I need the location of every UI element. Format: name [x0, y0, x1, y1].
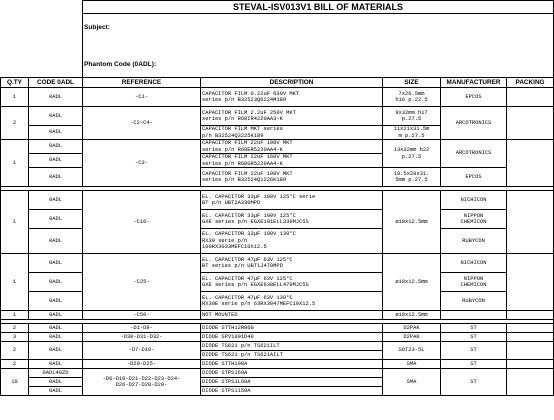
code-cell: 0ADL: [29, 154, 83, 168]
col-header-code: CODE 0ADL: [29, 78, 83, 88]
code-cell: 0ADL: [29, 324, 83, 333]
size-cell: ø10x12.5mm: [383, 311, 441, 320]
qty-cell: 3: [1, 333, 29, 342]
qty-cell: 2: [1, 342, 29, 360]
description-cell: DIODE STPS1L60A: [201, 378, 383, 387]
description-cell: CAPACITOR FILM 22uF 160V MKT series p/n R60GR5220AA4-K: [201, 154, 383, 168]
code-cell: 0ADL: [29, 311, 83, 320]
packing-cell: [507, 107, 554, 140]
code-cell: 0ADL: [29, 88, 83, 107]
col-header-description: DESCRIPTION: [201, 78, 383, 88]
table-row: [1, 88, 554, 107]
manufacturer-cell: ST: [441, 324, 507, 333]
manufacturer-cell: NIPPON CHEMICON: [441, 210, 507, 229]
manufacturer-cell: [441, 311, 507, 320]
manufacturer-cell: ARCOTRONICS: [441, 140, 507, 168]
code-cell: 0ADL: [29, 292, 83, 311]
description-cell: DIODE STPS1150A: [201, 387, 383, 396]
column-header-row: [1, 78, 554, 88]
manufacturer-cell: RUBYCON: [441, 229, 507, 254]
packing-cell: [507, 333, 554, 342]
manufacturer-cell: ST: [441, 342, 507, 360]
table-row: [1, 360, 554, 369]
description-cell: CAPACITOR FILM 2.2uF 250V MKT series p/n R60IR4220AA3-K: [201, 107, 383, 126]
manufacturer-cell: NIPPON CHEMICON: [441, 273, 507, 292]
size-cell: SMA: [383, 360, 441, 369]
size-cell: 7x26.5mm h16 p.22.5: [383, 88, 441, 107]
code-cell: 0ADL: [29, 191, 83, 210]
qty-cell: 2: [1, 324, 29, 333]
packing-cell: [507, 360, 554, 369]
subject-label: Subject:: [84, 24, 111, 31]
document-title: STEVAL-ISV013V1 BILL OF MATERIALS: [83, 1, 554, 14]
description-cell: DIODE TS621 p/n TS621AILT: [201, 351, 383, 360]
manufacturer-cell: NICHICON: [441, 254, 507, 273]
reference-cell: -D7-D19-: [83, 342, 201, 360]
description-cell: EL. CAPACITOR 47µF 63V 125°C BT series p/n UBT1J470MPD: [201, 254, 383, 273]
description-cell: DIODE SPV1001D40: [201, 333, 383, 342]
packing-cell: [507, 342, 554, 360]
code-cell: 0ADL: [29, 342, 83, 360]
packing-cell: [507, 88, 554, 107]
qty-cell: 1: [1, 140, 29, 187]
reference-cell: -D1-D9-: [83, 324, 201, 333]
size-cell: D2PAK: [383, 324, 441, 333]
header-blank: [1, 1, 83, 78]
manufacturer-cell: ST: [441, 369, 507, 396]
description-cell: EL. CAPACITOR 47µF 63V 125°C GXE series p/n EGXE630ELL470MJC5S: [201, 273, 383, 292]
size-cell: SOT23-5L: [383, 342, 441, 360]
description-cell: CAPACITOR FILM MKT series p/n B32524Q3225K189: [201, 126, 383, 140]
table-row: [1, 311, 554, 320]
packing-cell: [507, 140, 554, 187]
qty-cell: 2: [1, 360, 29, 369]
description-cell: EL. CAPACITOR 33µF 100V 125°C GXE series p/n EGXE101ELL330MJC5S: [201, 210, 383, 229]
description-cell: CAPACITOR FILM 0.22uF 630V MKT series p/n B32523Q6224M189: [201, 88, 383, 107]
packing-cell: [507, 311, 554, 320]
table-row: [1, 342, 554, 351]
reference-cell: -C16-: [83, 191, 201, 254]
manufacturer-cell: ARCOTRONICS: [441, 107, 507, 140]
manufacturer-cell: ST: [441, 360, 507, 369]
phantom-code-label: Phantom Code (0ADL):: [84, 61, 157, 68]
qty-cell: 1: [1, 191, 29, 254]
qty-cell: 1: [1, 311, 29, 320]
description-cell: CAPACITOR FILM 22uF 100V MKT series p/n B32524Q1226K189: [201, 168, 383, 187]
qty-cell: 10: [1, 369, 29, 396]
size-cell: D2PAK: [383, 333, 441, 342]
code-cell: 0ADL40ZD: [29, 369, 83, 378]
col-header-size: SIZE: [383, 78, 441, 88]
table-row: [1, 191, 554, 210]
col-header-reference: REFERENCE: [83, 78, 201, 88]
code-cell: 0ADL: [29, 254, 83, 273]
table-row: [1, 324, 554, 333]
reference-cell: -C1-: [83, 88, 201, 107]
col-header-qty: Q.TY: [1, 78, 29, 88]
manufacturer-cell: EPCOS: [441, 88, 507, 107]
code-cell: 0ADL: [29, 140, 83, 154]
manufacturer-cell: RUBYCON: [441, 292, 507, 311]
packing-cell: [507, 369, 554, 396]
reference-cell: -C25-: [83, 254, 201, 311]
col-header-manufacturer: MANUFACTURER: [441, 78, 507, 88]
size-cell: ø10x12.5mm: [383, 254, 441, 311]
description-cell: DIODE STPS160A: [201, 369, 383, 378]
reference-cell: -D30-D31-D32-: [83, 333, 201, 342]
table-row: [1, 369, 554, 378]
manufacturer-cell: EPCOS: [441, 168, 507, 187]
code-cell: 0ADL: [29, 378, 83, 387]
reference-cell: -C50-: [83, 311, 201, 320]
packing-cell: [507, 254, 554, 311]
size-cell: 13x32mm h22 p.27.5: [383, 140, 441, 168]
manufacturer-cell: ST: [441, 333, 507, 342]
code-cell: 0ADL: [29, 387, 83, 396]
packing-cell: [507, 191, 554, 254]
code-cell: 0ADL: [29, 107, 83, 126]
qty-cell: 2: [1, 107, 29, 140]
description-cell: EL. CAPACITOR 33µF 100V 130°C RX30 serie p/n 100RX3033MEFC10X12.5: [201, 229, 383, 254]
table-row: [1, 107, 554, 126]
reference-cell: -C2-C4-: [83, 107, 201, 140]
table-row: [1, 254, 554, 273]
code-cell: 0ADL: [29, 229, 83, 254]
description-cell: EL. CAPACITOR 33µF 100V 125°C serie BT p/n UBT2A330MPD: [201, 191, 383, 210]
code-cell: 0ADL: [29, 168, 83, 187]
manufacturer-cell: NICHICON: [441, 191, 507, 210]
table-row: [1, 140, 554, 154]
size-cell: ø10x12.5mm: [383, 191, 441, 254]
description-cell: DIODE STTH108A: [201, 360, 383, 369]
qty-cell: 1: [1, 88, 29, 107]
size-cell: SMA: [383, 369, 441, 396]
reference-cell: -D20-D25-: [83, 360, 201, 369]
qty-cell: 1: [1, 254, 29, 311]
reference-cell: -C3-: [83, 140, 201, 187]
description-cell: NOT MOUNTED: [201, 311, 383, 320]
reference-cell: -D6-D18-D21-D22-D23-D24- D26-D27-D28-D29-: [83, 369, 201, 396]
subject-block: [83, 14, 554, 78]
size-cell: 19.5x28x31. 5mm p.27.5: [383, 168, 441, 187]
description-cell: EL. CAPACITOR 47µF 63V 130°C RX30E serie p/n 63RX3047MEFC10X12.5: [201, 292, 383, 311]
col-header-packing: PACKING: [507, 78, 554, 88]
packing-cell: [507, 324, 554, 333]
description-cell: DIODE STTH12R06G: [201, 324, 383, 333]
code-cell: 0ADL: [29, 273, 83, 292]
table-row: [1, 333, 554, 342]
code-cell: 0ADL: [29, 333, 83, 342]
size-cell: 11x21x31.5m m p.27.5: [383, 126, 441, 140]
size-cell: 9x32mm h17 p.27.5: [383, 107, 441, 126]
code-cell: 0ADL: [29, 210, 83, 229]
description-cell: CAPACITOR FILM 22uF 100V MKT series p/n R60ER5220AA4-K: [201, 140, 383, 154]
description-cell: DIODE TS621 p/n TS621ILT: [201, 342, 383, 351]
code-cell: 0ADL: [29, 126, 83, 140]
code-cell: 0ADL: [29, 360, 83, 369]
